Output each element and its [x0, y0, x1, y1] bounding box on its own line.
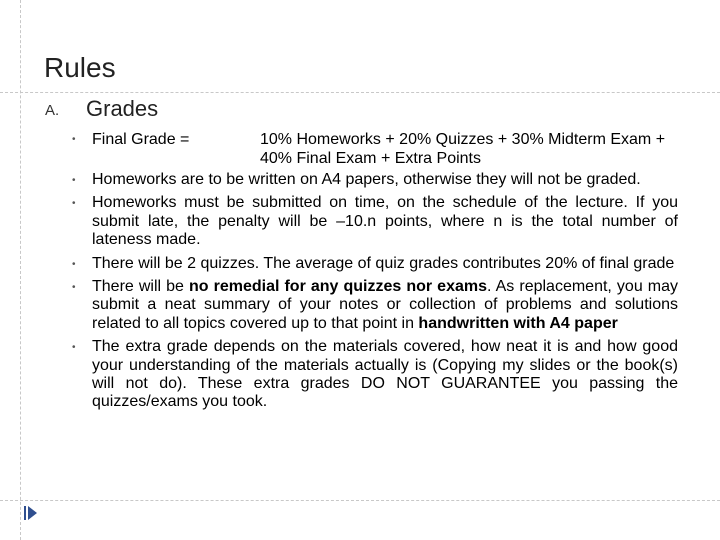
bullet-dot-icon: • [72, 175, 76, 186]
guide-line-bottom [0, 500, 720, 501]
slide-title: Rules [44, 52, 116, 83]
bullet-list [72, 130, 678, 417]
bullet-dot-icon: • [72, 342, 76, 354]
rules-items [72, 171, 678, 412]
rule-emphasis: handwritten with A4 paper [418, 314, 618, 332]
rule-text: The extra grade depends on the materials covered, how neat it is and how good your understanding of the materials actually is (Copying my slides or the book(s) will not do). These extra grades DO NOT GUARANTEE you passing the quizzes/exams you took. [92, 338, 678, 411]
final-grade-label: Final Grade = [92, 131, 190, 148]
rule-text: Homeworks are to be written on A4 papers, otherwise they will not be graded. [92, 171, 641, 188]
bullet-dot-icon: • [72, 198, 76, 210]
next-slide-arrow-icon[interactable] [28, 506, 37, 520]
bullet-dot-icon: • [72, 282, 76, 294]
guide-line-vertical [20, 0, 21, 540]
rule-emphasis: no remedial for any quizzes nor exams [189, 278, 488, 296]
guide-line-top [0, 92, 720, 93]
rule-text: Homeworks must be submitted on time, on the schedule of the lecture. If you submit late, the penalty will be –10.n points, where n is the total number of lateness made. [92, 194, 678, 249]
rule-text: There will be 2 quizzes. The average of quiz grades contributes 20% of final grade [92, 254, 675, 272]
bullet-dot-icon: • [72, 258, 76, 270]
rule-item [72, 171, 678, 189]
rule-item [72, 338, 678, 412]
section-letter: A. [45, 102, 60, 119]
final-grade-row [72, 130, 678, 168]
rule-item [72, 255, 678, 273]
rule-item [72, 194, 678, 249]
rule-item [72, 278, 678, 333]
nav-bar-icon[interactable] [24, 506, 26, 520]
rule-text: . As replacement, you may submit a neat summary of your notes or collection of problems and solutions related to all topics covered up to that point in [92, 278, 679, 332]
bullet-dot-icon: • [72, 134, 76, 145]
section-title: Grades [86, 96, 159, 121]
final-grade-formula: 10% Homeworks + 20% Quizzes + 30% Midterm Exam + 40% Final Exam + Extra Points [260, 131, 666, 167]
rule-text: There will be [92, 278, 189, 296]
